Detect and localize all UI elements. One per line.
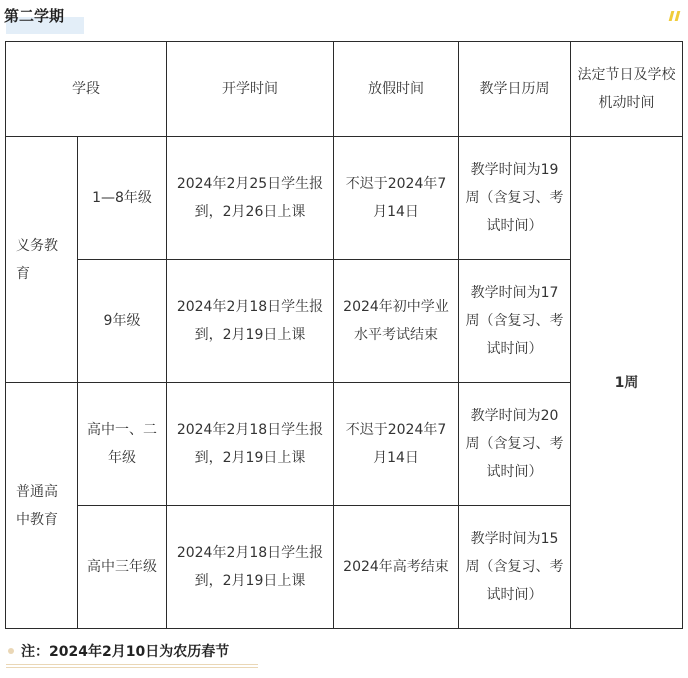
vacation-date-cell: 不迟于2024年7月14日 [334, 137, 459, 260]
section-heading [4, 4, 84, 34]
semester-schedule-table [5, 41, 683, 629]
vacation-date-cell: 2024年初中学业水平考试结束 [334, 260, 459, 383]
group-high-school-education: 普通高中教育 [6, 383, 78, 629]
teaching-weeks-cell: 教学时间为20周（含复习、考试时间） [459, 383, 571, 506]
note-underline [6, 664, 258, 665]
group-compulsory-education: 义务教育 [6, 137, 78, 383]
teaching-weeks-cell: 教学时间为17周（含复习、考试时间） [459, 260, 571, 383]
header-start-date: 开学时间 [167, 42, 334, 137]
table-header-row [6, 42, 683, 137]
start-date-cell: 2024年2月18日学生报到，2月19日上课 [167, 506, 334, 629]
decorative-slash-icon [668, 10, 682, 22]
vacation-date-cell: 2024年高考结束 [334, 506, 459, 629]
grade-cell: 9年级 [78, 260, 167, 383]
grade-cell: 1—8年级 [78, 137, 167, 260]
header-vacation-date: 放假时间 [334, 42, 459, 137]
vacation-date-cell: 不迟于2024年7月14日 [334, 383, 459, 506]
note-bullet-icon [8, 648, 14, 654]
teaching-weeks-cell: 教学时间为19周（含复习、考试时间） [459, 137, 571, 260]
footnote-text: 注：2024年2月10日为农历春节 [21, 644, 230, 660]
note-underline [6, 667, 258, 668]
table-row [6, 137, 683, 260]
grade-cell: 高中一、二年级 [78, 383, 167, 506]
holiday-time-cell: 1周 [571, 137, 683, 629]
grade-cell: 高中三年级 [78, 506, 167, 629]
footnote [6, 641, 258, 671]
header-holiday-time: 法定节日及学校机动时间 [571, 42, 683, 137]
start-date-cell: 2024年2月18日学生报到，2月19日上课 [167, 383, 334, 506]
teaching-weeks-cell: 教学时间为15周（含复习、考试时间） [459, 506, 571, 629]
start-date-cell: 2024年2月25日学生报到，2月26日上课 [167, 137, 334, 260]
start-date-cell: 2024年2月18日学生报到，2月19日上课 [167, 260, 334, 383]
header-teaching-weeks: 教学日历周 [459, 42, 571, 137]
section-title: 第二学期 [4, 7, 65, 25]
header-stage: 学段 [6, 42, 167, 137]
